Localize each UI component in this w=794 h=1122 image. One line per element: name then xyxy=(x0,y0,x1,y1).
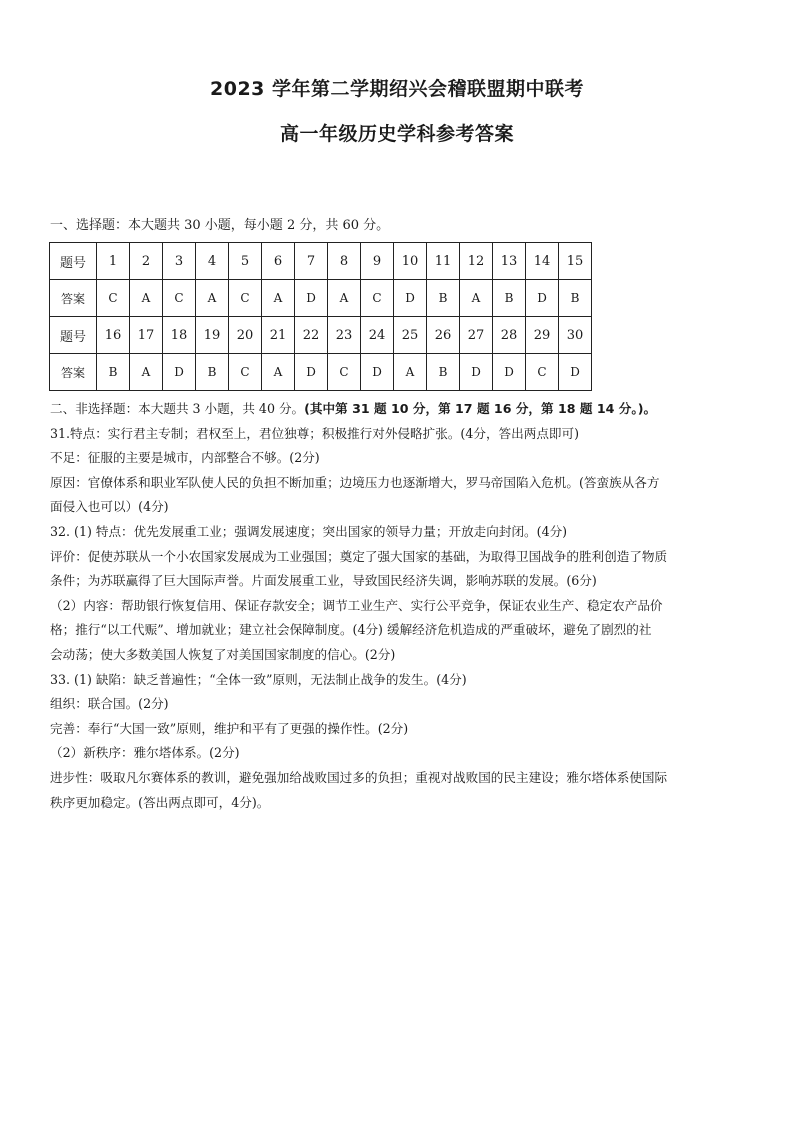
answer-line: （2）新秩序：雅尔塔体系。(2分) xyxy=(50,745,240,761)
section2-heading xyxy=(50,397,750,422)
answer-line: 进步性：吸取凡尔赛体系的教训，避免强加给战败国过多的负担；重视对战败国的民主建设；雅尔塔体系使国际 xyxy=(50,769,668,785)
answer-line: 组织：联合国。(2分) xyxy=(50,696,169,712)
section1-heading: 一、选择题：本大题共 30 小题，每小题 2 分，共 60 分。 xyxy=(50,218,390,233)
answer-row-2 xyxy=(50,354,592,391)
answer-cell: B xyxy=(196,354,229,391)
answer-cell: A xyxy=(328,280,361,317)
answer-cell: A xyxy=(130,354,163,391)
question-number-cell: 7 xyxy=(295,243,328,280)
answer-line: 评价：促使苏联从一个小农国家发展成为工业强国；奠定了强大国家的基础，为取得卫国战争的胜利创造了物质 xyxy=(50,548,668,564)
question-number-cell: 23 xyxy=(328,317,361,354)
question-number-cell: 8 xyxy=(328,243,361,280)
page-subtitle: 高一年级历史学科参考答案 xyxy=(279,123,514,145)
answer-cell: A xyxy=(196,280,229,317)
answer-cell: D xyxy=(163,354,196,391)
answer-cell: B xyxy=(559,280,592,317)
question-label: 题号 xyxy=(50,317,97,354)
question-number-cell: 25 xyxy=(394,317,427,354)
page-title: 2023 学年第二学期绍兴会稽联盟期中联考 xyxy=(210,78,584,100)
question-number-cell: 9 xyxy=(361,243,394,280)
answer-label: 答案 xyxy=(50,280,97,317)
section2-heading-text: 二、非选择题：本大题共 3 小题，共 40 分。 xyxy=(50,401,305,416)
answer-cell: A xyxy=(262,354,295,391)
answer-cell: B xyxy=(427,280,460,317)
answer-line: （2）内容：帮助银行恢复信用、保证存款安全；调节工业生产、实行公平竞争，保证农业生产、稳定农产品价 xyxy=(50,597,663,613)
answer-cell: D xyxy=(460,354,493,391)
answer-cell: C xyxy=(229,354,262,391)
answer-cell: A xyxy=(460,280,493,317)
question-number-cell: 14 xyxy=(526,243,559,280)
answer-line: 不足：征服的主要是城市，内部整合不够。(2分) xyxy=(50,450,320,466)
answer-row-1 xyxy=(50,280,592,317)
answer-cell: D xyxy=(394,280,427,317)
question-number-cell: 30 xyxy=(559,317,592,354)
answer-cell: C xyxy=(163,280,196,317)
answer-cell: B xyxy=(427,354,460,391)
answer-cell: D xyxy=(526,280,559,317)
question-number-cell: 22 xyxy=(295,317,328,354)
answer-cell: D xyxy=(295,354,328,391)
answer-cell: D xyxy=(295,280,328,317)
question-number-cell: 13 xyxy=(493,243,526,280)
answer-table xyxy=(49,242,592,391)
question-number-cell: 28 xyxy=(493,317,526,354)
question-number-cell: 15 xyxy=(559,243,592,280)
answer-line: 格；推行“以工代赈”、增加就业；建立社会保障制度。(4分) 缓解经济危机造成的严重破坏，避免了剧烈的社 xyxy=(50,622,652,638)
question-number-cell: 4 xyxy=(196,243,229,280)
answer-cell: C xyxy=(526,354,559,391)
answer-line: 31.特点：实行君主专制；君权至上，君位独尊；积极推行对外侵略扩张。(4分，答出两点即可) xyxy=(50,425,580,441)
question-number-cell: 1 xyxy=(97,243,130,280)
answer-cell: C xyxy=(328,354,361,391)
question-number-cell: 2 xyxy=(130,243,163,280)
answer-cell: B xyxy=(493,280,526,317)
question-row-1 xyxy=(50,243,592,280)
question-number-cell: 18 xyxy=(163,317,196,354)
answer-line: 面侵入也可以）(4分) xyxy=(50,499,169,515)
answer-cell: C xyxy=(97,280,130,317)
section2-heading-note: (其中第 31 题 10 分，第 17 题 16 分，第 18 题 14 分。)。 xyxy=(304,401,657,416)
answer-cell: D xyxy=(493,354,526,391)
answer-cell: D xyxy=(559,354,592,391)
question-row-2 xyxy=(50,317,592,354)
answer-cell: A xyxy=(394,354,427,391)
answer-cell: C xyxy=(229,280,262,317)
answer-cell: A xyxy=(130,280,163,317)
question-number-cell: 29 xyxy=(526,317,559,354)
answer-line: 32. (1) 特点：优先发展重工业；强调发展速度；突出国家的领导力量；开放走向封闭。(4分) xyxy=(50,523,568,539)
answer-cell: A xyxy=(262,280,295,317)
question-number-cell: 5 xyxy=(229,243,262,280)
answer-line: 33. (1) 缺陷：缺乏普遍性；“全体一致”原则，无法制止战争的发生。(4分) xyxy=(50,671,467,687)
answer-cell: B xyxy=(97,354,130,391)
question-number-cell: 21 xyxy=(262,317,295,354)
question-number-cell: 19 xyxy=(196,317,229,354)
question-number-cell: 11 xyxy=(427,243,460,280)
answer-line: 会动荡；使大多数美国人恢复了对美国国家制度的信心。(2分) xyxy=(50,646,396,662)
question-number-cell: 10 xyxy=(394,243,427,280)
question-number-cell: 3 xyxy=(163,243,196,280)
answer-line: 完善：奉行“大国一致”原则，维护和平有了更强的操作性。(2分) xyxy=(50,720,409,736)
question-number-cell: 16 xyxy=(97,317,130,354)
question-label: 题号 xyxy=(50,243,97,280)
answer-label: 答案 xyxy=(50,354,97,391)
question-number-cell: 24 xyxy=(361,317,394,354)
answer-line: 原因：官僚体系和职业军队使人民的负担不断加重；边境压力也逐渐增大，罗马帝国陷入危机。(答蛮族从各方 xyxy=(50,474,660,490)
answer-cell: D xyxy=(361,354,394,391)
question-number-cell: 26 xyxy=(427,317,460,354)
answer-line: 秩序更加稳定。(答出两点即可，4分)。 xyxy=(50,794,270,810)
section2-body xyxy=(50,397,750,815)
question-number-cell: 20 xyxy=(229,317,262,354)
answer-line: 条件；为苏联赢得了巨大国际声誉。片面发展重工业，导致国民经济失调，影响苏联的发展。(6分) xyxy=(50,573,597,589)
question-number-cell: 27 xyxy=(460,317,493,354)
question-number-cell: 17 xyxy=(130,317,163,354)
question-number-cell: 12 xyxy=(460,243,493,280)
question-number-cell: 6 xyxy=(262,243,295,280)
answer-cell: C xyxy=(361,280,394,317)
